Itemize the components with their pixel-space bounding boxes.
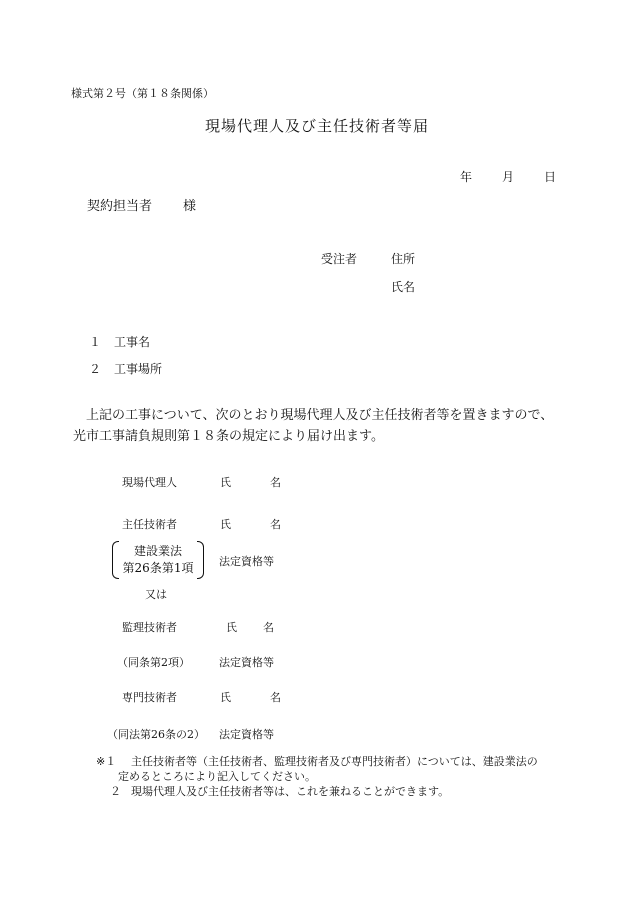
note-2-number: ２ [110,785,121,798]
specialist-engineer-shi[interactable]: 氏 [220,691,231,704]
supervising-engineer-label: 監理技術者 [122,621,177,634]
contractor-address-label[interactable]: 住所 [391,252,416,266]
addressee-name: 契約担当者 [87,199,153,214]
date-month[interactable]: 月 [502,170,515,184]
same-article-label: （同条第2項） [117,656,190,669]
supervising-engineer-shi[interactable]: 氏 [226,621,237,634]
law-reference-bracket [112,541,204,579]
supervising-engineer-mei[interactable]: 名 [263,621,274,634]
note-mark: ※１ [96,755,117,768]
chief-engineer-shi[interactable]: 氏 [220,518,231,531]
note-1-line1: 主任技術者等（主任技術者、監理技術者及び専門技術者）については、建設業法の [131,755,538,768]
or-text: 又は [145,588,167,601]
supervising-engineer-qualification[interactable]: 法定資格等 [219,656,274,669]
note-2-text: 現場代理人及び主任技術者等は、これを兼ねることができます。 [131,785,450,798]
chief-engineer-label: 主任技術者 [122,518,177,531]
specialist-engineer-label: 専門技術者 [122,691,177,704]
specialist-engineer-mei[interactable]: 名 [270,691,281,704]
item-2-label[interactable]: 工事場所 [114,362,163,376]
same-law-label: （同法第26条の2） [107,728,205,741]
site-agent-mei[interactable]: 名 [270,476,281,489]
specialist-engineer-qualification[interactable]: 法定資格等 [219,728,274,741]
law-reference-line2: 第26条第1項 [122,561,194,575]
law-reference-line1: 建設業法 [133,544,182,558]
item-2-number: ２ [89,362,102,376]
form-number: 様式第２号（第１８条関係） [71,87,214,100]
page-title: 現場代理人及び主任技術者等届 [205,117,430,135]
contractor-label: 受注者 [321,252,358,266]
item-1-label[interactable]: 工事名 [114,335,151,349]
item-1-number: １ [89,335,102,349]
site-agent-label: 現場代理人 [122,476,177,489]
note-1-line2: 定めるところにより記入してください。 [118,770,316,783]
addressee-honorific: 様 [183,199,197,214]
date-year[interactable]: 年 [460,170,473,184]
date-day[interactable]: 日 [544,170,557,184]
chief-engineer-mei[interactable]: 名 [270,518,281,531]
body-text: 上記の工事について、次のとおり現場代理人及び主任技術者等を置きますので、光市工事請負規則第１８条の規定により届け出ます。 [73,408,554,444]
chief-engineer-qualification[interactable]: 法定資格等 [219,555,274,568]
contractor-name-label[interactable]: 氏名 [391,280,416,294]
site-agent-shi[interactable]: 氏 [220,476,231,489]
